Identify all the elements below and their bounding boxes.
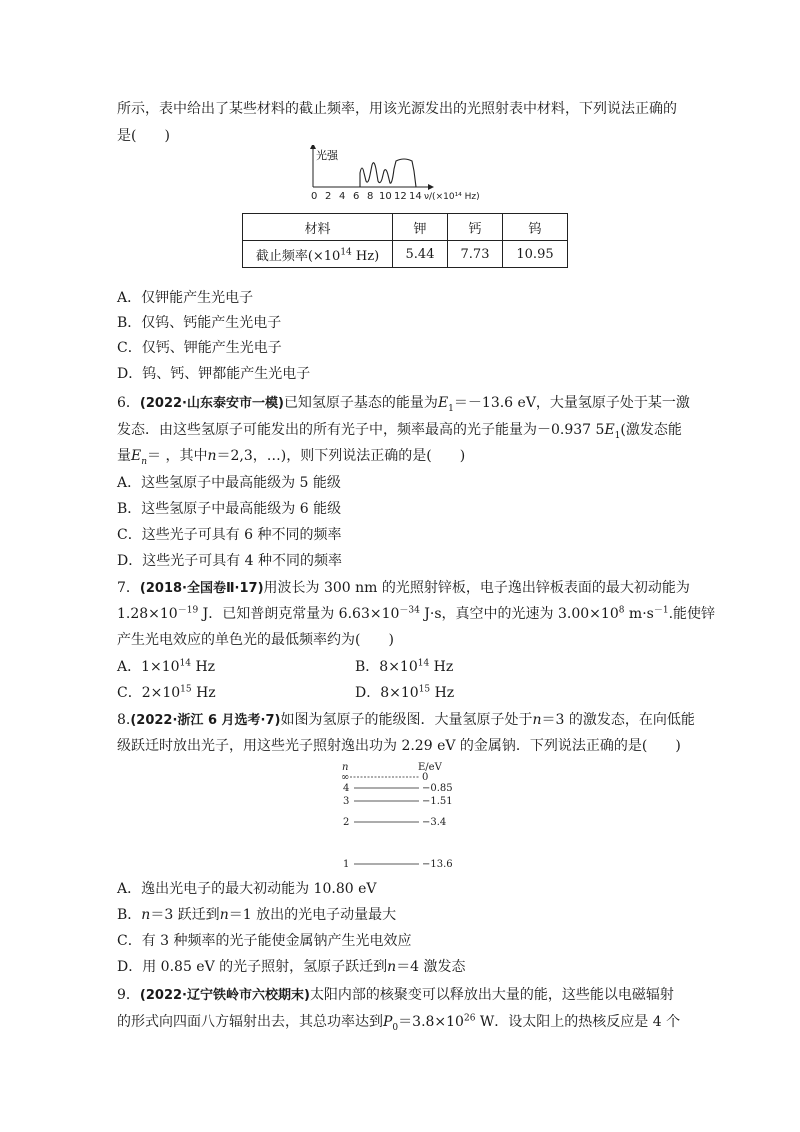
level-energy-label: −1.51	[422, 796, 453, 807]
q5-option-c: C．仅钙、钾能产生光电子	[117, 340, 282, 356]
q9-stem-line1: 9．(2022·辽宁铁岭市六校期末)太阳内部的核聚变可以释放出大量的能，这些能以电磁辐射	[117, 987, 674, 1003]
q9-stem-line2: 的形式向四面八方辐射出去，其总功率达到$P_0=3.8\times 10^{26}$ W．设太阳上的热核反应是 4 个	[117, 1013, 681, 1033]
x-tick: 0	[311, 191, 318, 202]
level-n-label: ∞	[341, 772, 350, 783]
q5-stem-line2: 是( )	[117, 128, 170, 144]
level-n-label: 4	[343, 783, 350, 794]
level-energy-label: −3.4	[422, 817, 447, 828]
x-tick: 2	[325, 191, 332, 202]
table-header-cell: 钙	[448, 214, 503, 241]
table-header-cell: 钨	[503, 214, 568, 241]
table-cell: 10.95	[503, 241, 568, 268]
q7-stem-line3: 产生光电效应的单色光的最低频率约为( )	[117, 632, 394, 648]
q7-option-a: A．$1\times 10^{14}$ Hz	[117, 658, 216, 675]
q7-stem-line1: 7．(2018·全国卷Ⅱ·17)用波长为 300 nm 的光照射锌板，电子逸出锌板表面的最大初动能为	[117, 580, 690, 596]
spectrum-curve	[360, 159, 416, 187]
n-column-label: n	[342, 762, 349, 773]
q8-option-c: C．有 3 种频率的光子能使金属钠产生光电效应	[117, 933, 412, 949]
level-energy-label: 0	[422, 772, 429, 783]
q6-option-c: C．这些光子可具有 6 种不同的频率	[117, 527, 342, 543]
table-header-row	[243, 214, 568, 241]
level-n-label: 1	[343, 859, 350, 870]
q6-option-d: D．这些光子可具有 4 种不同的频率	[117, 553, 343, 569]
q7-option-d: D．$8\times 10^{15}$ Hz	[355, 684, 455, 701]
q5-option-a: A．仅钾能产生光电子	[117, 290, 254, 306]
q5-stem-line1: 所示，表中给出了某些材料的截止频率，用该光源发出的光照射表中材料，下列说法正确的	[117, 101, 677, 117]
table-cell: 7.73	[448, 241, 503, 268]
q6-stem-line1: 6．(2022·山东泰安市一模)已知氢原子基态的能量为$E_1=-13.6$ eV，大量氢原子处于某一激	[117, 395, 690, 414]
table-cell: 5.44	[393, 241, 448, 268]
x-tick: 12	[394, 191, 407, 202]
x-tick: 8	[367, 191, 374, 202]
table-header-cell: 钾	[393, 214, 448, 241]
q8-option-b: B．n＝3 跃迁到n＝1 放出的光电子动量最大	[117, 907, 397, 923]
cutoff-frequency-table	[242, 213, 568, 268]
light-spectrum-figure	[300, 145, 500, 207]
energy-level-diagram	[338, 760, 488, 872]
q5-option-d: D．钨、钙、钾都能产生光电子	[117, 366, 311, 382]
table-header-cell: 材料	[243, 214, 393, 241]
level-n-label: 3	[343, 796, 350, 807]
x-tick: 10	[379, 191, 392, 202]
level-energy-label: −13.6	[422, 859, 453, 870]
q8-option-d: D．用 0.85 eV 的光子照射，氢原子跃迁到n＝4 激发态	[117, 959, 466, 975]
x-tick: 4	[339, 191, 346, 202]
q6-stem-line3: 量$E_n=$ ，其中n＝2,3，…)，则下列说法正确的是( )	[117, 448, 466, 467]
q8-stem-line1: 8.(2022·浙江 6 月选考·7)如图为氢原子的能级图．大量氢原子处于n＝3 的激发态，在向低能	[117, 712, 695, 728]
x-tick: 6	[353, 191, 360, 202]
q6-option-a: A．这些氢原子中最高能级为 5 能级	[117, 475, 341, 491]
table-row-label: 截止频率($\times 10^{14}$ Hz)	[243, 241, 393, 268]
q8-stem-line2: 级跃迁时放出光子，用这些光子照射逸出功为 2.29 eV 的金属钠．下列说法正确的是( )	[117, 738, 681, 754]
q6-stem-line2: 发态．由这些氢原子可能发出的所有光子中，频率最高的光子能量为－0.937 $5E_1$(激发态能	[117, 422, 682, 441]
q7-option-b: B．$8\times 10^{14}$ Hz	[355, 658, 454, 675]
q8-option-a: A．逸出光电子的最大初动能为 10.80 eV	[117, 881, 377, 897]
x-axis-arrow	[428, 184, 434, 190]
q7-option-c: C．$2\times 10^{15}$ Hz	[117, 684, 216, 701]
q7-stem-line2: $1.28\times 10^{-19}$ J．已知普朗克常量为 $6.63\times 10^{-34}$ J·s，真空中的光速为 $3.00\times 10^8$ $m\cdot s^{-1}$.能使锌	[117, 605, 716, 622]
energy-column-label: E/eV	[418, 762, 442, 773]
x-axis-unit: ν/(×10¹⁴ Hz)	[424, 192, 480, 202]
q5-option-b: B．仅钨、钙能产生光电子	[117, 315, 282, 331]
y-axis-label: 光强	[316, 149, 338, 162]
x-tick: 14	[409, 191, 422, 202]
q6-option-b: B．这些氢原子中最高能级为 6 能级	[117, 501, 342, 517]
level-n-label: 2	[343, 817, 350, 828]
table-row	[243, 241, 568, 268]
level-energy-label: −0.85	[422, 783, 453, 794]
